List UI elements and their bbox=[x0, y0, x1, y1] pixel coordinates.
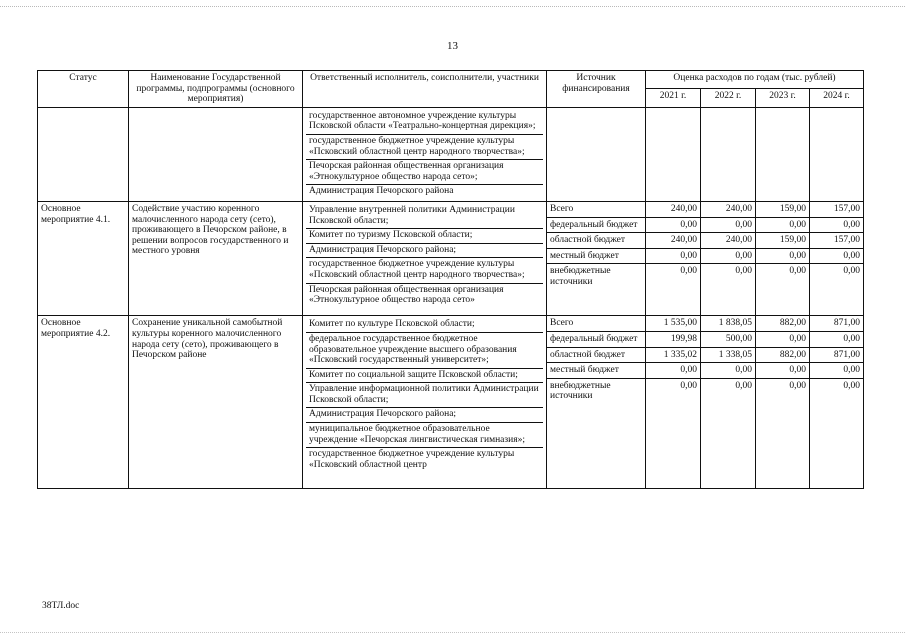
source-label: областной бюджет bbox=[547, 233, 646, 249]
value-cell: 0,00 bbox=[701, 363, 756, 379]
value-cell: 0,00 bbox=[810, 331, 864, 347]
measure-42-name: Сохранение уникальной самобытной культуры коренного малочисленного народа сету (сето), проживающего в Печорском районе bbox=[129, 316, 303, 488]
continuation-source bbox=[547, 107, 646, 201]
value-cell: 1 335,02 bbox=[646, 347, 701, 363]
participant: государственное бюджетное учреждение культуры «Псковский областной центр народного творчества»; bbox=[306, 257, 543, 282]
source-label: федеральный бюджет bbox=[547, 217, 646, 233]
value-cell: 159,00 bbox=[756, 201, 810, 217]
value-cell: 0,00 bbox=[646, 363, 701, 379]
measure-41-name: Содействие участию коренного малочисленного народа сету (сето), проживающего в Печорском районе, в решении вопросов государственного и местного уровня bbox=[129, 201, 303, 315]
value-cell: 0,00 bbox=[810, 363, 864, 379]
value-cell: 240,00 bbox=[701, 201, 756, 217]
value-cell: 0,00 bbox=[701, 217, 756, 233]
continuation-2023 bbox=[756, 107, 810, 201]
header-year-2023: 2023 г. bbox=[756, 89, 810, 107]
header-year-2022: 2022 г. bbox=[701, 89, 756, 107]
source-label: федеральный бюджет bbox=[547, 331, 646, 347]
value-cell: 1 338,05 bbox=[701, 347, 756, 363]
table-row bbox=[38, 316, 864, 332]
value-cell: 0,00 bbox=[646, 378, 701, 488]
participant: Комитет по туризму Псковской области; bbox=[306, 228, 543, 243]
header-source: Источник финансирования bbox=[547, 71, 646, 108]
participant: Печорская районная общественная организация «Этнокультурное общество народа сето»; bbox=[306, 159, 543, 184]
header-year-2021: 2021 г. bbox=[646, 89, 701, 107]
value-cell: 240,00 bbox=[646, 201, 701, 217]
value-cell: 882,00 bbox=[756, 316, 810, 332]
header-year-2024: 2024 г. bbox=[810, 89, 864, 107]
continuation-2022 bbox=[701, 107, 756, 201]
participant: государственное бюджетное учреждение культуры «Псковский областной центр bbox=[306, 447, 543, 472]
participant: Комитет по социальной защите Псковской области; bbox=[306, 368, 543, 383]
value-cell: 0,00 bbox=[701, 378, 756, 488]
measure-41-status: Основное мероприятие 4.1. bbox=[38, 201, 129, 315]
value-cell: 159,00 bbox=[756, 233, 810, 249]
source-label: внебюджетные источники bbox=[547, 264, 646, 316]
value-cell: 0,00 bbox=[701, 264, 756, 316]
participant: государственное бюджетное учреждение культуры «Псковский областной центр народного творчества»; bbox=[306, 134, 543, 159]
participant: Управление информационной политики Администрации Псковской области; bbox=[306, 382, 543, 407]
header-responsible: Ответственный исполнитель, соисполнители, участники bbox=[303, 71, 547, 108]
value-cell: 157,00 bbox=[810, 201, 864, 217]
value-cell: 0,00 bbox=[756, 217, 810, 233]
value-cell: 0,00 bbox=[756, 331, 810, 347]
continuation-participants bbox=[303, 107, 547, 201]
source-label: Всего bbox=[547, 201, 646, 217]
table-row bbox=[38, 201, 864, 217]
header-status: Статус bbox=[38, 71, 129, 108]
source-label: внебюджетные источники bbox=[547, 378, 646, 488]
value-cell: 882,00 bbox=[756, 347, 810, 363]
value-cell: 157,00 bbox=[810, 233, 864, 249]
source-label: областной бюджет bbox=[547, 347, 646, 363]
page-number: 13 bbox=[447, 40, 458, 52]
value-cell: 0,00 bbox=[756, 378, 810, 488]
value-cell: 0,00 bbox=[646, 248, 701, 264]
participant: Комитет по культуре Псковской области; bbox=[309, 319, 475, 330]
continuation-2024 bbox=[810, 107, 864, 201]
scan-edge-bottom bbox=[0, 632, 905, 634]
funding-table bbox=[37, 70, 864, 489]
continuation-status bbox=[38, 107, 129, 201]
measure-41-participants bbox=[303, 201, 547, 315]
header-program-name: Наименование Государственной программы, подпрограммы (основного мероприятия) bbox=[129, 71, 303, 108]
measure-42-status: Основное мероприятие 4.2. bbox=[38, 316, 129, 488]
value-cell: 871,00 bbox=[810, 316, 864, 332]
value-cell: 0,00 bbox=[810, 248, 864, 264]
source-label: местный бюджет bbox=[547, 248, 646, 264]
participant: государственное автономное учреждение культуры Псковской области «Театрально-концертная дирекция»; bbox=[309, 110, 536, 132]
value-cell: 1 838,05 bbox=[701, 316, 756, 332]
participant: муниципальное бюджетное образовательное учреждение «Печорская лингвистическая гимназия»; bbox=[306, 422, 543, 447]
header-cost-estimate: Оценка расходов по годам (тыс. рублей) bbox=[646, 71, 864, 89]
participant: Печорская районная общественная организация «Этнокультурное общество народа сето» bbox=[306, 283, 543, 308]
value-cell: 0,00 bbox=[646, 264, 701, 316]
participant: Администрация Печорского района; bbox=[306, 243, 543, 258]
value-cell: 0,00 bbox=[646, 217, 701, 233]
value-cell: 0,00 bbox=[756, 248, 810, 264]
participant: федеральное государственное бюджетное образовательное учреждение высшего образования «Псковский государственный университет»; bbox=[306, 332, 543, 368]
participant: Управление внутренней политики Администрации Псковской области; bbox=[309, 204, 515, 226]
header-row bbox=[38, 71, 864, 89]
value-cell: 0,00 bbox=[756, 363, 810, 379]
value-cell: 240,00 bbox=[701, 233, 756, 249]
value-cell: 0,00 bbox=[810, 217, 864, 233]
source-label: Всего bbox=[547, 316, 646, 332]
value-cell: 0,00 bbox=[810, 264, 864, 316]
value-cell: 240,00 bbox=[646, 233, 701, 249]
continuation-2021 bbox=[646, 107, 701, 201]
continuation-row bbox=[38, 107, 864, 201]
value-cell: 0,00 bbox=[701, 248, 756, 264]
value-cell: 500,00 bbox=[701, 331, 756, 347]
source-label: местный бюджет bbox=[547, 363, 646, 379]
participant: Администрация Печорского района bbox=[306, 184, 543, 199]
measure-42-participants bbox=[303, 316, 547, 488]
value-cell: 199,98 bbox=[646, 331, 701, 347]
footer-filename: 38ТЛ.doc bbox=[42, 601, 80, 611]
participant: Администрация Печорского района; bbox=[306, 407, 543, 422]
continuation-name bbox=[129, 107, 303, 201]
value-cell: 0,00 bbox=[756, 264, 810, 316]
value-cell: 1 535,00 bbox=[646, 316, 701, 332]
value-cell: 0,00 bbox=[810, 378, 864, 488]
scan-edge-top bbox=[0, 6, 905, 8]
value-cell: 871,00 bbox=[810, 347, 864, 363]
